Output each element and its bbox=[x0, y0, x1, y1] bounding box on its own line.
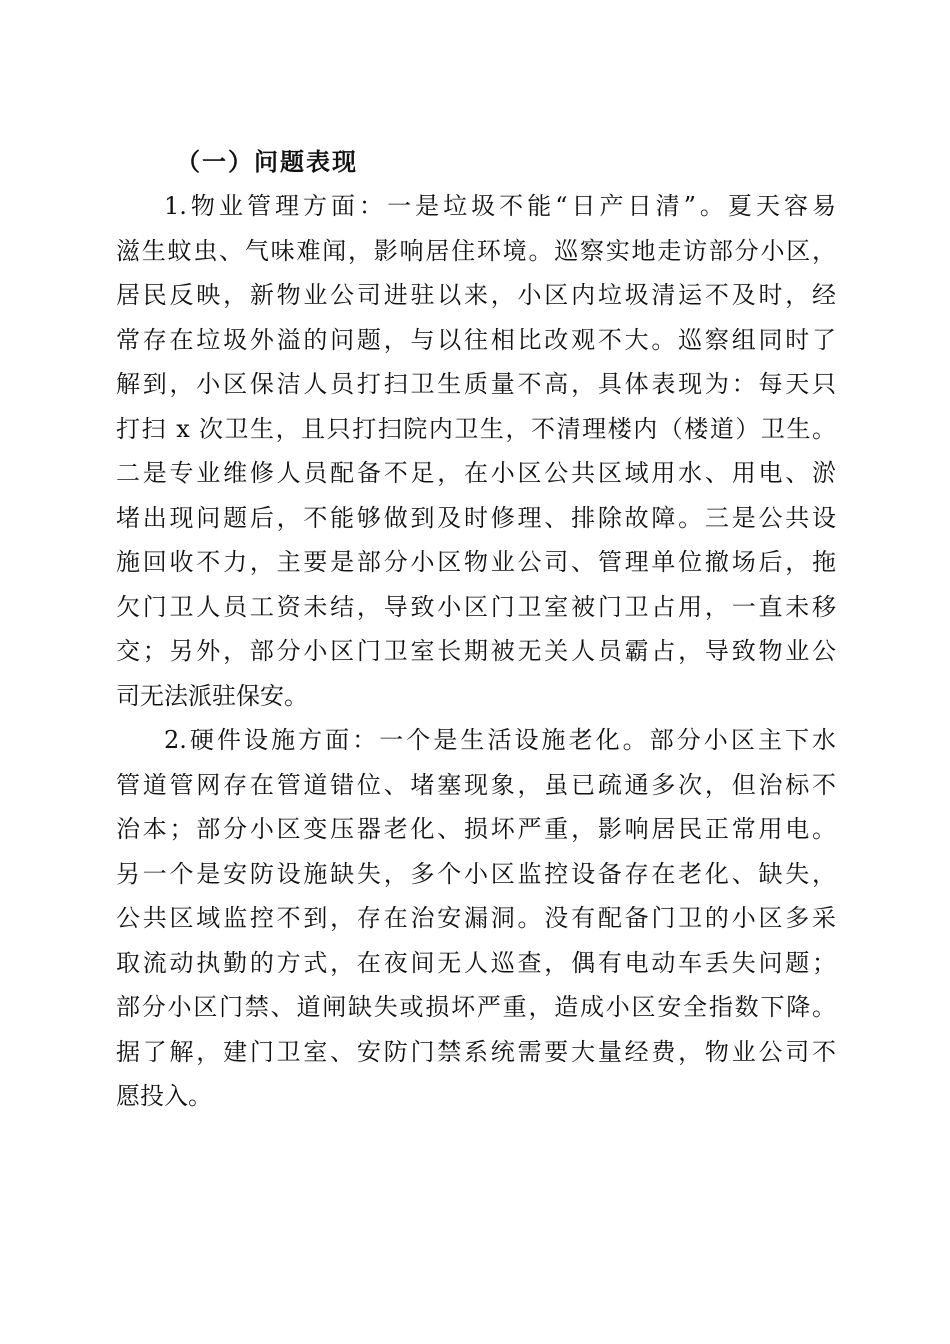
paragraph-line: 欠门卫人员工资未结，导致小区门卫室被门卫占用，一直未移 bbox=[116, 592, 836, 621]
paragraph-line: 打扫 x 次卫生，且只打扫院内卫生，不清理楼内（楼道）卫生。 bbox=[116, 414, 836, 443]
paragraph-line: 取流动执勤的方式，在夜间无人巡查，偶有电动车丢失问题； bbox=[116, 948, 836, 977]
paragraph-line: 1.物业管理方面：一是垃圾不能“日产日清”。夏天容易 bbox=[164, 192, 836, 220]
paragraph-line: 居民反映，新物业公司进驻以来，小区内垃圾清运不及时，经 bbox=[116, 281, 836, 309]
paragraph-line: 滋生蚊虫、气味难闻，影响居住环境。巡察实地走访部分小区， bbox=[116, 236, 836, 265]
paragraph-property-management bbox=[116, 184, 836, 718]
paragraph-line: 另一个是安防设施缺失，多个小区监控设备存在老化、缺失， bbox=[116, 859, 836, 888]
paragraph-line: 管道管网存在管道错位、堵塞现象，虽已疏通多次，但治标不 bbox=[116, 770, 836, 799]
paragraph-line: 公共区域监控不到，存在治安漏洞。没有配备门卫的小区多采 bbox=[116, 904, 836, 932]
paragraph-line: 愿投入。 bbox=[116, 1082, 212, 1110]
section-heading: （一）问题表现 bbox=[176, 147, 358, 176]
paragraph-line: 2.硬件设施方面：一个是生活设施老化。部分小区主下水 bbox=[164, 726, 836, 754]
paragraph-hardware-facilities bbox=[116, 718, 836, 1119]
paragraph-line: 部分小区门禁、道闸缺失或损坏严重，造成小区安全指数下降。 bbox=[116, 993, 836, 1021]
paragraph-line: 二是专业维修人员配备不足，在小区公共区域用水、用电、淤 bbox=[116, 459, 836, 487]
paragraph-line: 堵出现问题后，不能够做到及时修理、排除故障。三是公共设 bbox=[116, 503, 836, 532]
paragraph-line: 解到，小区保洁人员打扫卫生质量不高，具体表现为：每天只 bbox=[116, 370, 836, 398]
paragraph-line: 司无法派驻保安。 bbox=[116, 681, 308, 710]
paragraph-line: 施回收不力，主要是部分小区物业公司、管理单位撤场后，拖 bbox=[116, 548, 836, 576]
paragraph-line: 据了解，建门卫室、安防门禁系统需要大量经费，物业公司不 bbox=[116, 1037, 836, 1066]
paragraph-line: 交；另外，部分小区门卫室长期被无关人员霸占，导致物业公 bbox=[116, 637, 836, 665]
document-body bbox=[116, 140, 836, 1119]
paragraph-line: 常存在垃圾外溢的问题，与以往相比改观不大。巡察组同时了 bbox=[116, 325, 836, 354]
paragraph-line: 治本；部分小区变压器老化、损坏严重，影响居民正常用电。 bbox=[116, 815, 836, 843]
